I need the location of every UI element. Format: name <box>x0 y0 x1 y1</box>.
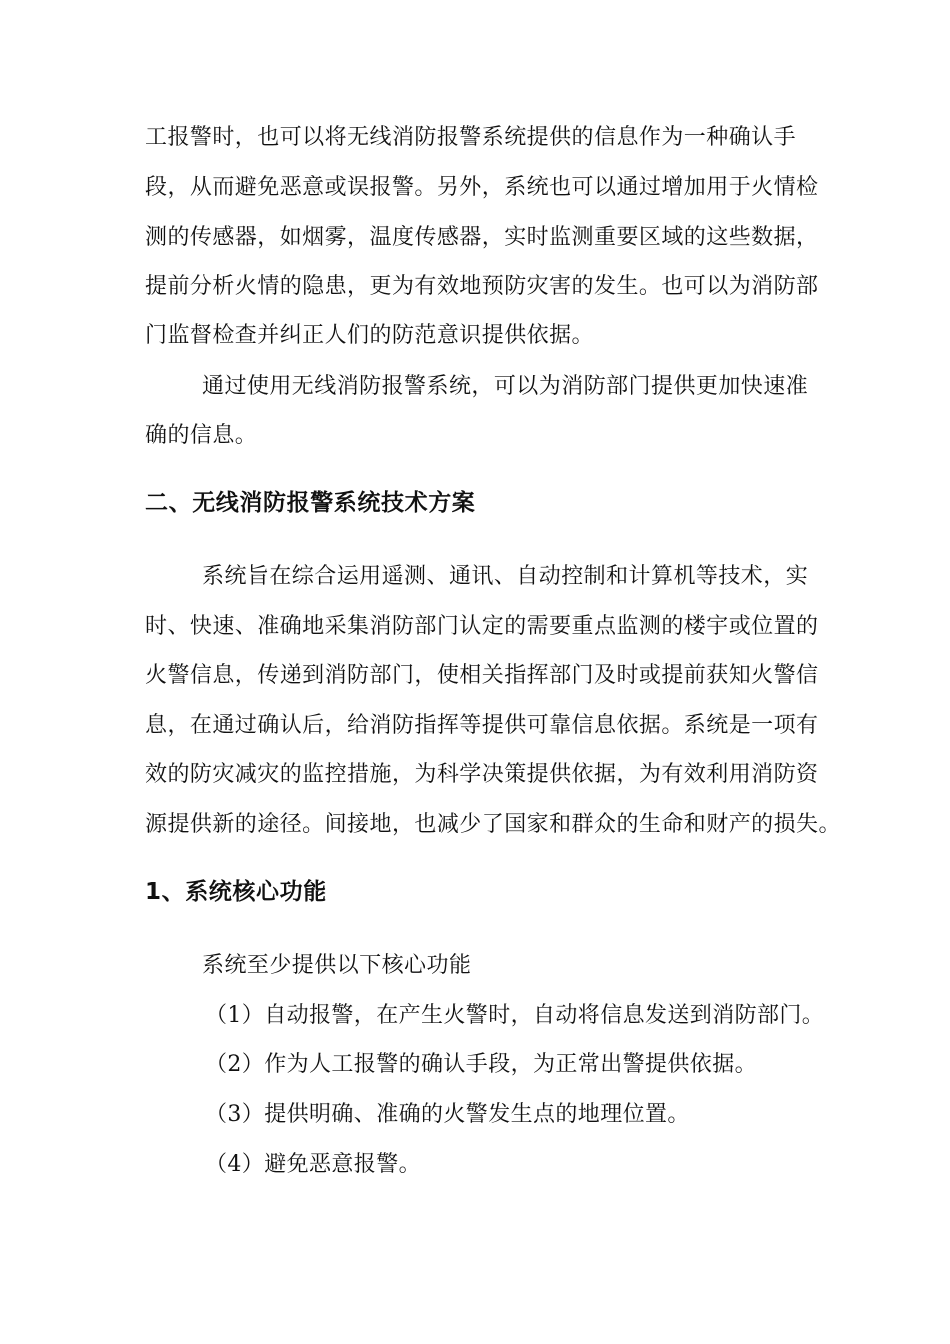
paragraph-3-line: 火警信息，传递到消防部门，使相关指挥部门及时或提前获知火警信 <box>145 663 819 688</box>
paragraph-3-line: 息，在通过确认后，给消防指挥等提供可靠信息依据。系统是一项有 <box>145 713 819 738</box>
paragraph-3-line: 源提供新的途径。间接地，也减少了国家和群众的生命和财产的损失。 <box>145 812 841 837</box>
paragraph-2-line: 通过使用无线消防报警系统，可以为消防部门提供更加快速准 <box>202 374 809 399</box>
paragraph-3-line: 时、快速、准确地采集消防部门认定的需要重点监测的楼宇或位置的 <box>145 614 819 639</box>
paragraph-1-line: 测的传感器，如烟雾，温度传感器，实时监测重要区域的这些数据， <box>145 225 819 250</box>
function-item: （1）自动报警，在产生火警时，自动将信息发送到消防部门。 <box>205 1003 825 1028</box>
paragraph-1-line: 工报警时，也可以将无线消防报警系统提供的信息作为一种确认手 <box>145 125 797 150</box>
function-item: （2）作为人工报警的确认手段，为正常出警提供依据。 <box>205 1052 757 1077</box>
paragraph-1-line: 门监督检查并纠正人们的防范意识提供依据。 <box>145 323 595 348</box>
section-heading: 二、无线消防报警系统技术方案 <box>145 490 476 516</box>
function-item: （3）提供明确、准确的火警发生点的地理位置。 <box>205 1102 690 1127</box>
paragraph-3-line: 效的防灾减灾的监控措施，为科学决策提供依据，为有效利用消防资 <box>145 762 819 787</box>
paragraph-2-line: 确的信息。 <box>145 423 258 448</box>
paragraph-3-line: 系统旨在综合运用遥测、通讯、自动控制和计算机等技术，实 <box>202 564 809 589</box>
paragraph-1-line: 提前分析火情的隐患，更为有效地预防灾害的发生。也可以为消防部 <box>145 274 819 299</box>
function-item: （4）避免恶意报警。 <box>205 1152 421 1177</box>
subsection-heading: 1、系统核心功能 <box>145 879 327 905</box>
paragraph-1-line: 段，从而避免恶意或误报警。另外，系统也可以通过增加用于火情检 <box>145 175 819 200</box>
functions-intro: 系统至少提供以下核心功能 <box>202 953 472 978</box>
